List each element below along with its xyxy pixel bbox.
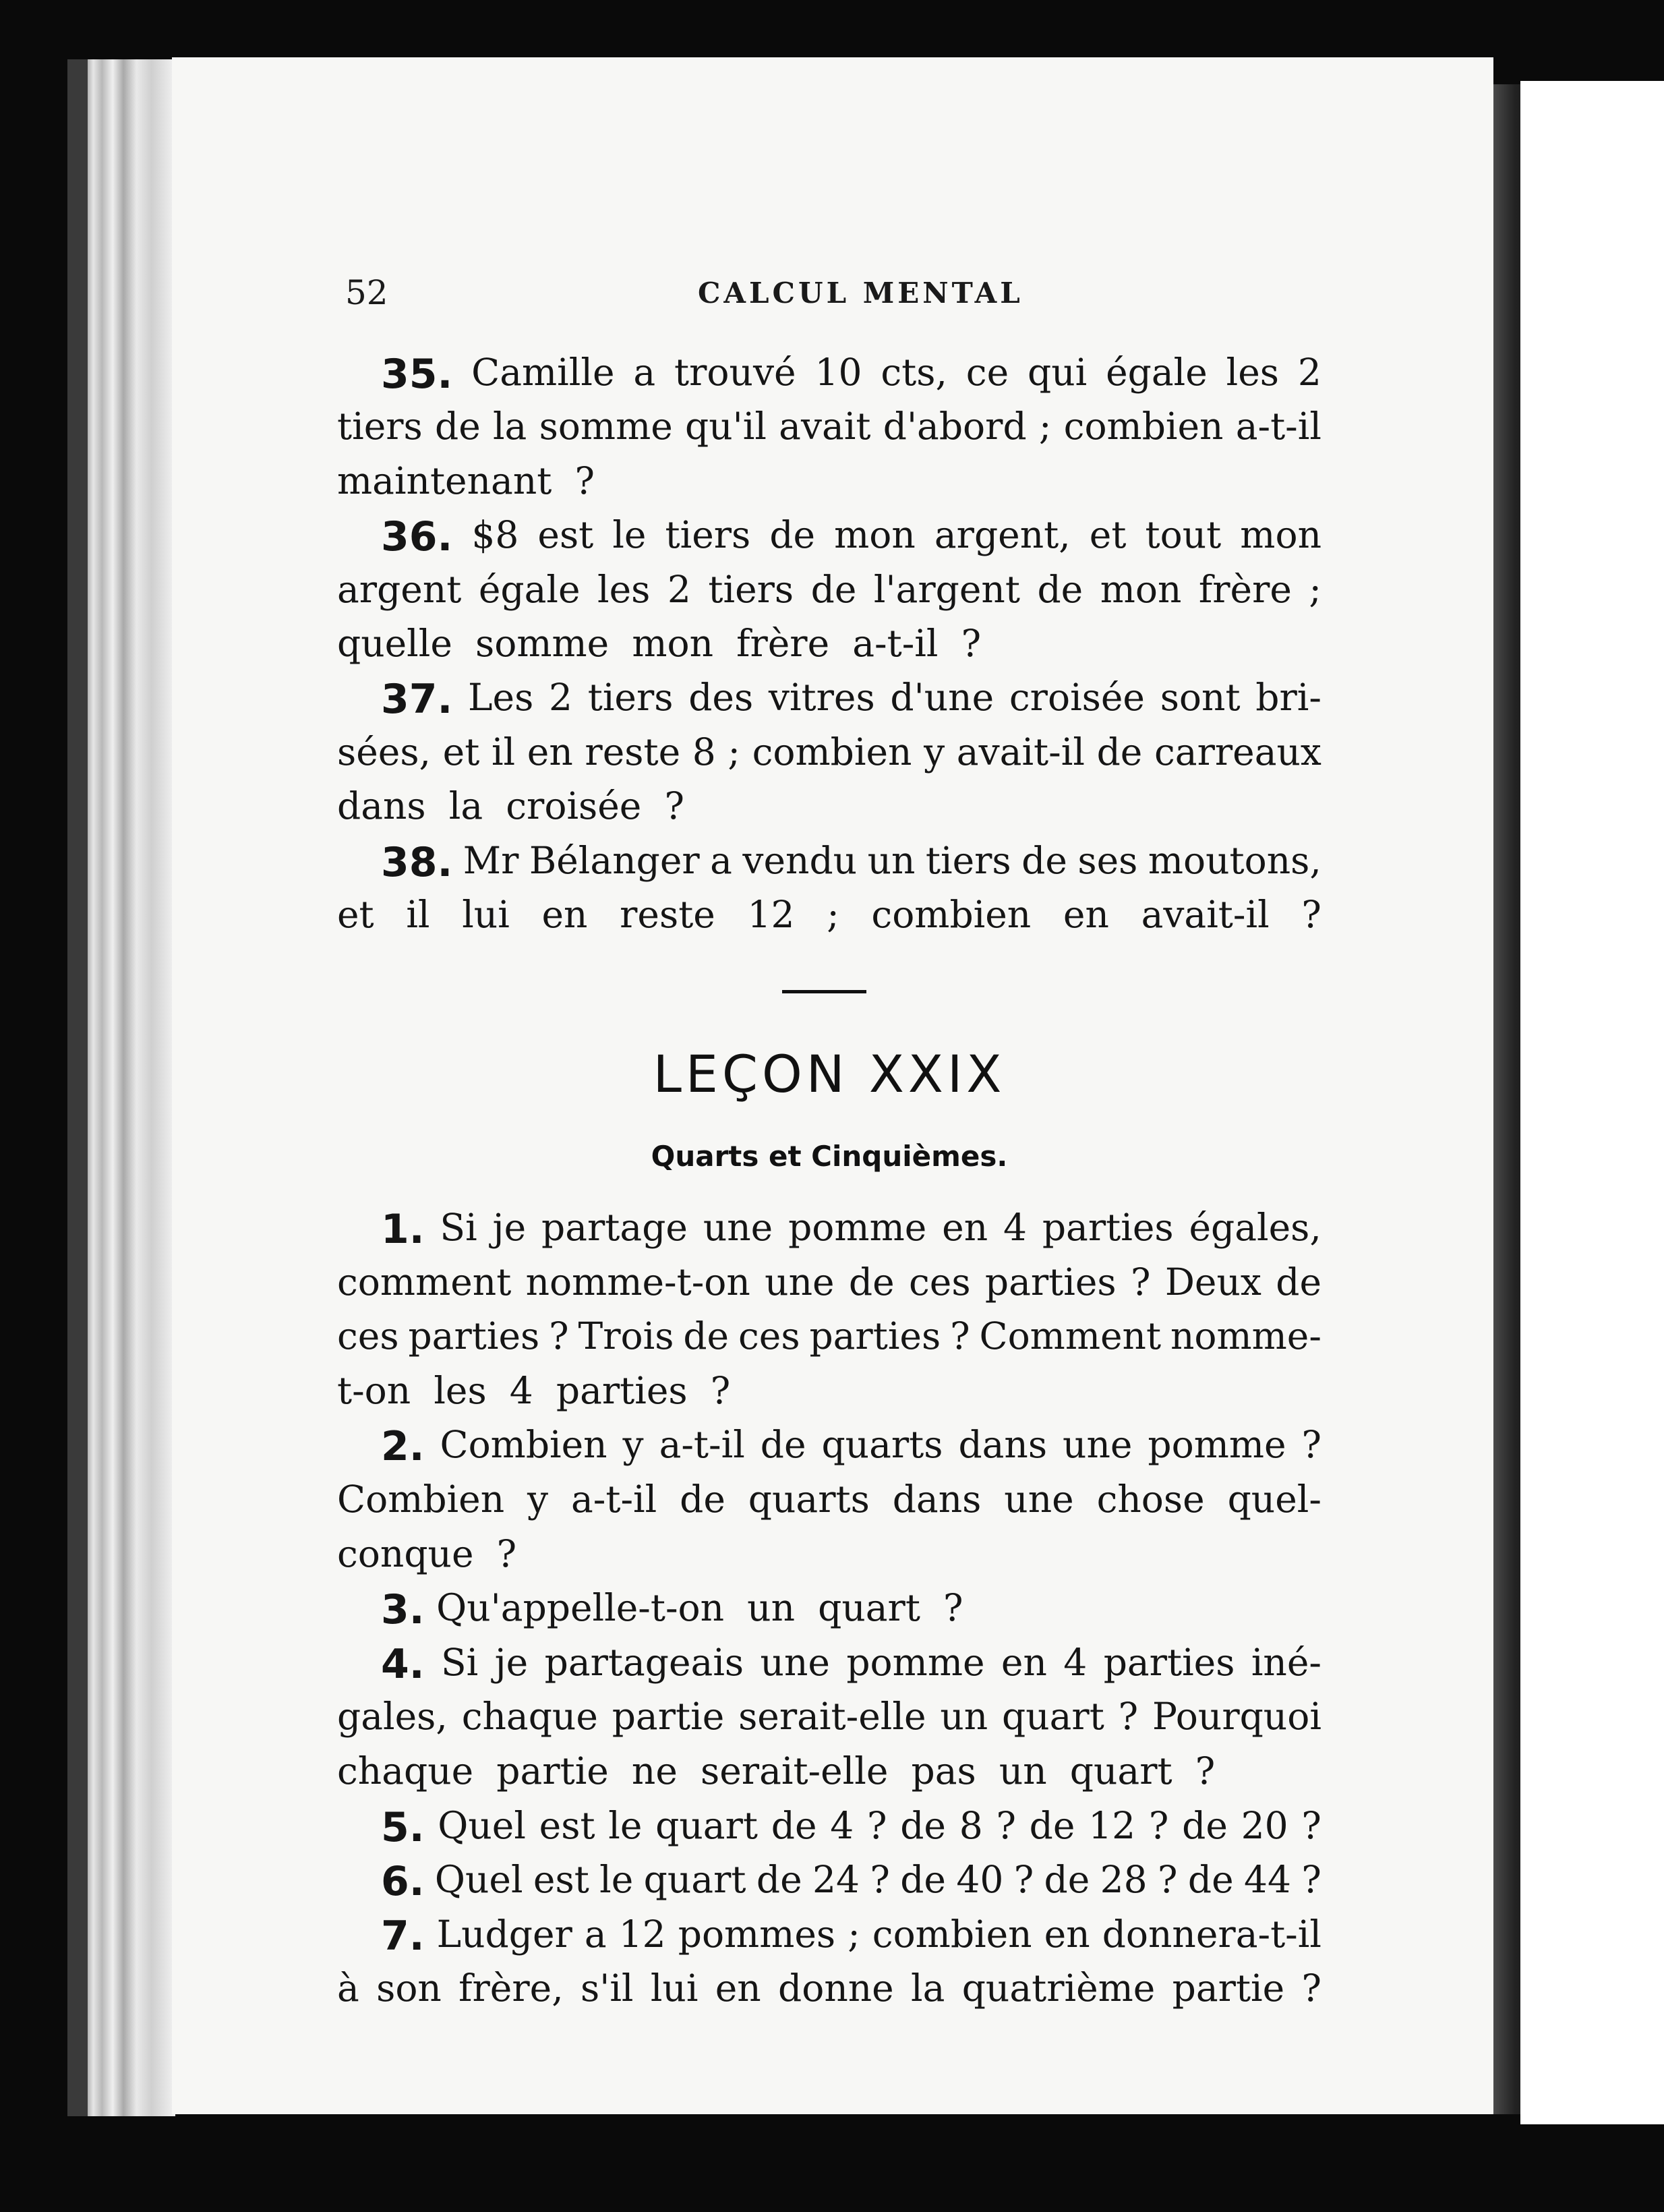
word: combien — [1063, 405, 1224, 448]
word: qui — [1028, 351, 1088, 394]
word: Combien — [440, 1423, 607, 1467]
text-line — [337, 676, 1321, 723]
word: tiers — [587, 676, 674, 720]
word: lui — [462, 893, 510, 936]
word: pommes — [678, 1912, 836, 1956]
exercise-number: 35. — [381, 351, 453, 398]
text-line — [337, 351, 1321, 398]
text-line — [337, 622, 1321, 665]
word: chaque — [337, 1749, 474, 1793]
word: ? — [961, 622, 982, 665]
word: et — [337, 893, 374, 936]
word: ? — [496, 1532, 517, 1575]
word: à — [337, 1967, 359, 2010]
word: bri- — [1255, 676, 1321, 720]
word: et — [442, 730, 480, 774]
word: de — [434, 405, 481, 448]
word: lui — [650, 1967, 699, 2010]
text-line — [337, 1260, 1321, 1304]
word: ces — [738, 1314, 800, 1358]
section-divider — [782, 990, 866, 993]
word: quatrième — [961, 1967, 1156, 2010]
word: les — [597, 567, 651, 611]
word: ? — [1301, 1967, 1321, 2010]
exercise-number: 36. — [381, 513, 453, 561]
text-line — [337, 1314, 1321, 1358]
word: ces — [337, 1314, 399, 1358]
word: chaque — [461, 1695, 598, 1739]
word: qu'il — [685, 405, 767, 448]
word: Camille — [471, 351, 615, 394]
word: une — [765, 1260, 835, 1304]
word: tiers — [337, 405, 423, 448]
word: tout — [1145, 513, 1222, 557]
exercise-number: 37. — [381, 676, 453, 724]
text-line — [337, 405, 1321, 448]
word: frère, — [458, 1967, 564, 2010]
word: a — [710, 838, 732, 882]
word: frère — [1198, 567, 1292, 611]
word: a — [633, 351, 656, 394]
text-line — [337, 1586, 1321, 1633]
word: 44 — [1244, 1858, 1292, 1902]
text-line — [337, 1913, 1321, 1960]
word: reste — [620, 893, 715, 936]
word: 12 — [1088, 1803, 1136, 1847]
word: 20 — [1241, 1803, 1288, 1847]
word: trouvé — [674, 351, 796, 394]
word: le — [612, 513, 647, 557]
word: mon — [1100, 567, 1182, 611]
word: 12 — [747, 893, 795, 936]
word: 4 — [830, 1803, 854, 1847]
word: Les — [468, 676, 534, 720]
word: tiers — [665, 513, 751, 557]
text-line — [337, 1641, 1321, 1688]
word: de — [1021, 838, 1067, 882]
word: y — [622, 1423, 644, 1467]
exercise-number: 3. — [381, 1586, 425, 1634]
word: Mr — [463, 838, 519, 882]
word: de — [1044, 1858, 1090, 1902]
word: ; — [848, 1912, 860, 1956]
word: quart — [655, 1803, 758, 1847]
text-line — [337, 1858, 1321, 1905]
word: vendu — [742, 838, 858, 882]
word: 4 — [1063, 1640, 1088, 1684]
text-line — [337, 459, 1321, 502]
word: de — [680, 1478, 725, 1521]
word: la — [911, 1967, 945, 2010]
exercise-number: 4. — [381, 1640, 425, 1688]
word: $8 — [471, 513, 519, 557]
exercise-number: 6. — [381, 1858, 425, 1906]
word: chose — [1096, 1478, 1205, 1521]
word: parties — [1103, 1640, 1235, 1684]
word: égales, — [1189, 1206, 1321, 1249]
word: ? — [1158, 1858, 1178, 1902]
word: quart — [818, 1586, 920, 1630]
word: de — [760, 1423, 806, 1467]
word: de — [769, 513, 816, 557]
word: Quel — [434, 1858, 523, 1902]
word: Si — [440, 1206, 477, 1249]
word: argent — [337, 567, 462, 611]
word: une — [1063, 1423, 1133, 1467]
word: a-t-il — [570, 1478, 657, 1521]
text-line — [337, 1749, 1321, 1793]
word: Quel — [438, 1803, 526, 1847]
word: ; — [827, 893, 839, 936]
word: 28 — [1100, 1858, 1148, 1902]
page-header — [337, 273, 1321, 320]
text-line — [337, 568, 1321, 611]
word: en — [942, 1206, 988, 1249]
word: quarts — [748, 1478, 870, 1521]
word: des — [688, 676, 754, 720]
word: nomme- — [1170, 1314, 1321, 1358]
word: avait-il — [956, 730, 1085, 774]
word: la — [448, 784, 483, 828]
word: combien — [871, 893, 1032, 936]
word: est — [539, 1803, 595, 1847]
word: il — [491, 730, 516, 774]
word: ; — [1309, 567, 1321, 611]
word: ; — [1038, 405, 1052, 448]
word: ? — [1301, 893, 1321, 936]
word: d'abord — [883, 405, 1027, 448]
word: en — [1001, 1640, 1047, 1684]
text-line — [337, 1478, 1321, 1521]
text-line — [337, 784, 1321, 827]
word: tiers — [925, 838, 1011, 882]
word: quart — [1069, 1749, 1172, 1793]
word: croisée — [1009, 676, 1145, 720]
word: une — [1004, 1478, 1074, 1521]
word: ? — [664, 784, 684, 828]
word: de — [1182, 1803, 1228, 1847]
word: quelle — [337, 622, 452, 665]
word: y — [527, 1478, 549, 1521]
word: Comment — [979, 1314, 1162, 1358]
word: ces — [908, 1260, 971, 1304]
word: t-on — [337, 1368, 411, 1412]
word: 4 — [509, 1368, 533, 1412]
word: ? — [1118, 1695, 1139, 1739]
text-line — [337, 1369, 1321, 1412]
word: parties — [1042, 1206, 1174, 1249]
word: partie — [496, 1749, 609, 1793]
word: une — [703, 1206, 773, 1249]
word: pomme — [788, 1206, 927, 1249]
word: ? — [870, 1858, 890, 1902]
word: en — [1044, 1912, 1090, 1956]
word: a — [584, 1912, 607, 1956]
exercise-number: 38. — [381, 838, 453, 886]
word: parties — [809, 1314, 941, 1358]
word: de — [848, 1260, 895, 1304]
word: somme — [475, 622, 610, 665]
word: ? — [943, 1586, 963, 1630]
word: gales, — [337, 1695, 448, 1739]
word: ? — [1148, 1803, 1169, 1847]
word: de — [1029, 1803, 1075, 1847]
word: reste — [585, 730, 681, 774]
text-line — [337, 1695, 1321, 1738]
word: ? — [996, 1803, 1016, 1847]
word: combien — [872, 1912, 1032, 1956]
word: pomme — [846, 1640, 985, 1684]
word: 8 — [692, 730, 716, 774]
word: dans — [892, 1478, 982, 1521]
word: Ludger — [436, 1912, 572, 1956]
word: s'il — [580, 1967, 634, 2010]
word: de — [771, 1803, 817, 1847]
lesson-title: LEÇON XXIX — [653, 1044, 1006, 1104]
word: serait-elle — [701, 1749, 889, 1793]
word: égale — [478, 567, 581, 611]
word: de — [1096, 730, 1143, 774]
word: son — [376, 1967, 442, 2010]
text-line — [337, 1423, 1321, 1470]
running-head: CALCUL MENTAL — [698, 276, 1023, 310]
word: ? — [1301, 1858, 1321, 1902]
word: ? — [1195, 1749, 1216, 1793]
word: 12 — [618, 1912, 666, 1956]
word: ? — [1301, 1803, 1321, 1847]
word: a-t-il — [1235, 405, 1321, 448]
word: 2 — [1297, 351, 1321, 394]
word: vitres — [768, 676, 875, 720]
text-line — [337, 730, 1321, 774]
word: dans — [958, 1423, 1048, 1467]
word: en — [715, 1967, 761, 2010]
word: mon — [834, 513, 916, 557]
word: ne — [631, 1749, 678, 1793]
text-line — [337, 839, 1321, 886]
exercise-number: 7. — [381, 1912, 425, 1960]
word: 4 — [1003, 1206, 1027, 1249]
word: est — [537, 513, 594, 557]
word: a-t-il — [852, 622, 939, 665]
word: d'une — [890, 676, 994, 720]
word: a-t-il — [659, 1423, 745, 1467]
word: ? — [574, 459, 595, 502]
word: iné- — [1251, 1640, 1321, 1684]
word: donnera-t-il — [1102, 1912, 1321, 1956]
word: ? — [866, 1803, 887, 1847]
word: Pourquoi — [1152, 1695, 1321, 1739]
word: y — [924, 730, 945, 774]
word: Si — [440, 1640, 479, 1684]
word: quel- — [1227, 1478, 1321, 1521]
binding-shadow — [67, 59, 88, 2116]
word: cts, — [881, 351, 947, 394]
word: ? — [1301, 1423, 1321, 1467]
word: quart — [643, 1858, 746, 1902]
exercise-number: 5. — [381, 1803, 425, 1851]
word: la — [492, 405, 527, 448]
word: de — [1276, 1260, 1321, 1304]
text-line — [337, 893, 1321, 936]
word: l'argent — [873, 567, 1020, 611]
text-line — [337, 1967, 1321, 2010]
word: nomme-t-on — [525, 1260, 750, 1304]
word: mon — [1240, 513, 1321, 557]
word: est — [533, 1858, 589, 1902]
word: maintenant — [337, 459, 552, 502]
word: 24 — [812, 1858, 860, 1902]
word: conque — [337, 1532, 474, 1575]
word: somme — [539, 405, 673, 448]
word: parties — [408, 1314, 540, 1358]
word: combien — [752, 730, 912, 774]
text-line — [337, 513, 1321, 560]
word: quart — [1002, 1695, 1104, 1739]
word: un — [999, 1749, 1047, 1793]
word: mon — [632, 622, 714, 665]
word: carreaux — [1154, 730, 1321, 774]
word: Combien — [337, 1478, 505, 1521]
word: de — [900, 1803, 946, 1847]
word: frère — [736, 622, 830, 665]
word: il — [406, 893, 430, 936]
word: Trois — [578, 1314, 674, 1358]
word: ? — [1130, 1260, 1151, 1304]
word: partageais — [544, 1640, 744, 1684]
word: un — [747, 1586, 796, 1630]
word: de — [756, 1858, 802, 1902]
word: de — [1187, 1858, 1234, 1902]
lesson-subtitle: Quarts et Cinquièmes. — [651, 1140, 1008, 1173]
facing-page-edge — [1520, 81, 1664, 2124]
text-line — [337, 1206, 1321, 1253]
word: moutons, — [1148, 838, 1321, 882]
word: les — [434, 1368, 487, 1412]
word: avait-il — [1141, 893, 1270, 936]
word: de — [900, 1858, 946, 1902]
word: et — [1089, 513, 1127, 557]
word: ? — [710, 1368, 731, 1412]
word: les — [1226, 351, 1280, 394]
word: pomme — [1148, 1423, 1286, 1467]
word: en — [541, 893, 588, 936]
word: ce — [965, 351, 1009, 394]
word: croisée — [506, 784, 642, 828]
word: parties — [556, 1368, 688, 1412]
word: de — [683, 1314, 730, 1358]
word: argent, — [934, 513, 1071, 557]
word: ; — [727, 730, 740, 774]
word: 10 — [814, 351, 862, 394]
word: Qu'appelle-t-on — [436, 1586, 725, 1630]
word: en — [527, 730, 573, 774]
word: le — [608, 1803, 643, 1847]
word: de — [810, 567, 857, 611]
word: une — [760, 1640, 830, 1684]
word: dans — [337, 784, 426, 828]
word: je — [494, 1640, 529, 1684]
word: tiers — [708, 567, 794, 611]
word: partie — [612, 1695, 725, 1739]
word: Bélanger — [529, 838, 700, 882]
word: 2 — [667, 567, 691, 611]
exercise-number: 2. — [381, 1423, 425, 1471]
word: égale — [1106, 351, 1208, 394]
text-line — [337, 1532, 1321, 1575]
word: de — [1037, 567, 1083, 611]
word: partie — [1172, 1967, 1285, 2010]
word: un — [940, 1695, 988, 1739]
word: partage — [541, 1206, 688, 1249]
word: avait — [779, 405, 871, 448]
word: pas — [911, 1749, 976, 1793]
word: 40 — [956, 1858, 1004, 1902]
word: serait-elle — [738, 1695, 926, 1739]
word: sont — [1160, 676, 1241, 720]
word: sées, — [337, 730, 432, 774]
exercise-number: 1. — [381, 1206, 425, 1253]
word: 8 — [959, 1803, 983, 1847]
word: parties — [984, 1260, 1117, 1304]
word: un — [867, 838, 916, 882]
word: quarts — [821, 1423, 943, 1467]
word: ? — [1013, 1858, 1034, 1902]
word: 2 — [549, 676, 573, 720]
word: ? — [950, 1314, 970, 1358]
page-number: 52 — [345, 273, 388, 312]
word: ? — [549, 1314, 569, 1358]
word: ses — [1077, 838, 1138, 882]
word: Deux — [1164, 1260, 1261, 1304]
word: comment — [337, 1260, 512, 1304]
word: en — [1063, 893, 1109, 936]
word: donne — [778, 1967, 894, 2010]
text-line — [337, 1804, 1321, 1851]
word: le — [599, 1858, 634, 1902]
word: je — [492, 1206, 527, 1249]
